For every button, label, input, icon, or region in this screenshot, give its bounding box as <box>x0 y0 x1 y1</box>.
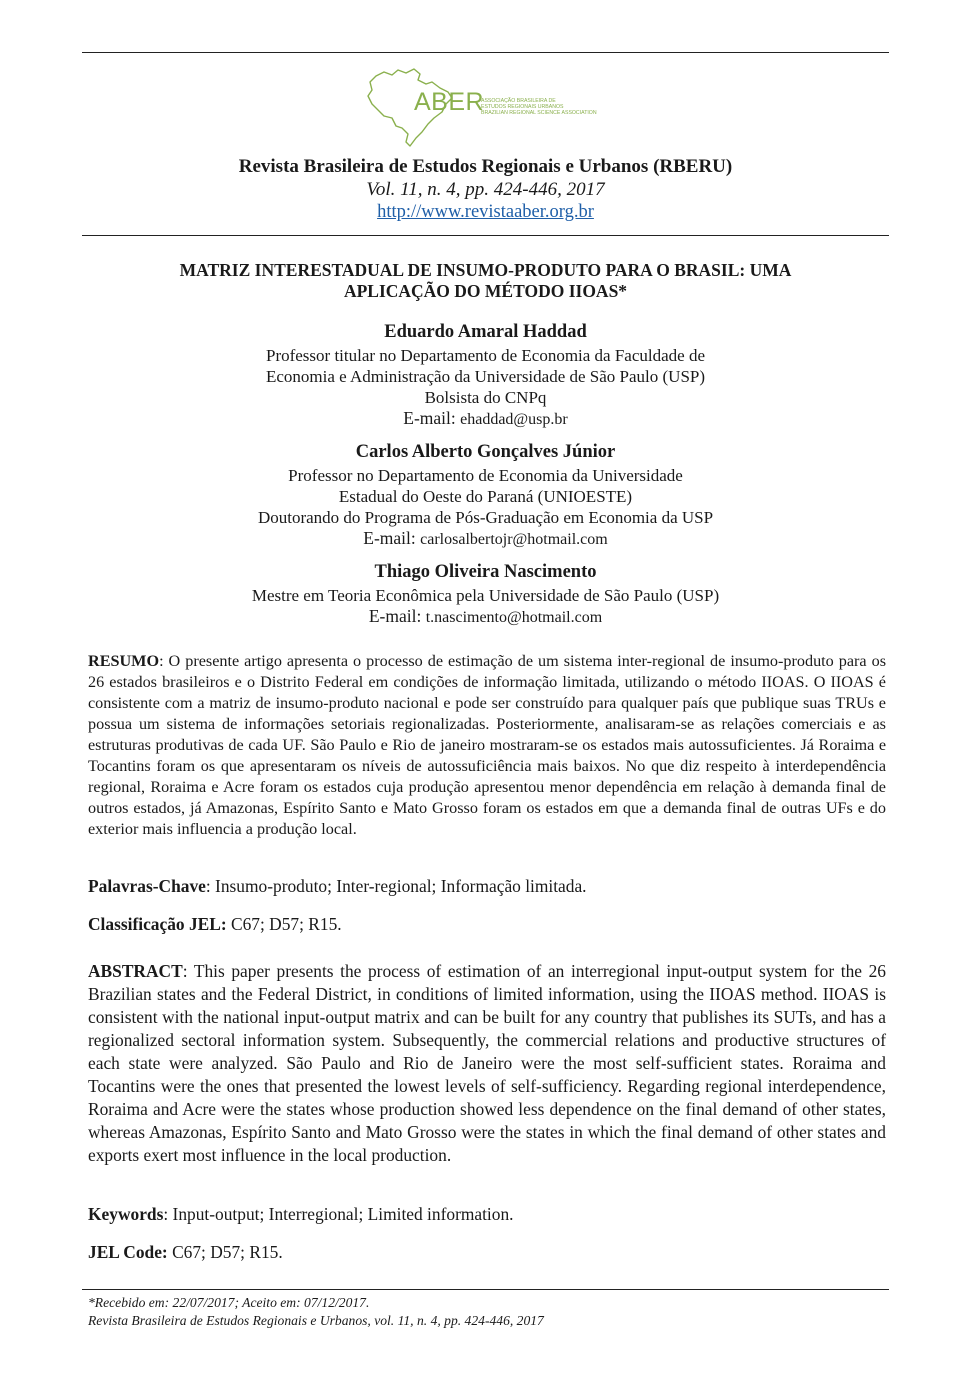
top-rule <box>82 52 889 53</box>
jel-code-label: JEL Code: <box>88 1242 168 1262</box>
keywords-text: : Input-output; Interregional; Limited information. <box>163 1204 514 1224</box>
author-affiliation-line: Economia e Administração da Universidade de São Paulo (USP) <box>265 367 706 386</box>
email-address: t.nascimento@hotmail.com <box>425 609 603 626</box>
email-address: ehaddad@usp.br <box>460 411 568 428</box>
footnote-rule <box>82 1289 889 1290</box>
aber-logo <box>362 66 622 150</box>
author-name: Carlos Alberto Gonçalves Júnior <box>355 442 616 462</box>
journal-title: Revista Brasileira de Estudos Regionais e Urbanos (RBERU) <box>238 156 733 177</box>
keywords <box>88 1203 886 1225</box>
classificacao-jel-text: C67; D57; R15. <box>226 914 342 934</box>
journal-volume: Vol. 11, n. 4, pp. 424-446, 2017 <box>366 179 605 200</box>
email-address: carlosalbertojr@hotmail.com <box>420 531 608 548</box>
email-label: E-mail: <box>368 606 422 626</box>
email-label: E-mail: <box>363 528 416 548</box>
jel-code-text: C67; D57; R15. <box>167 1242 283 1262</box>
paper-title <box>82 260 889 302</box>
logo-subtitle-3: BRAZILIAN REGIONAL SCIENCE ASSOCIATION <box>481 110 597 116</box>
logo-subtitle-1: ASSOCIAÇÃO BRASILEIRA DE <box>481 98 556 104</box>
resumo-label: RESUMO <box>88 652 160 670</box>
journal-link[interactable]: http://www.revistaaber.org.br <box>377 202 594 222</box>
author-block-2 <box>82 442 889 549</box>
author-affiliation-line: Estadual do Oeste do Paraná (UNIOESTE) <box>338 487 633 506</box>
footnote-citation: Revista Brasileira de Estudos Regionais e Urbanos, vol. 11, n. 4, pp. 424-446, 2017 <box>88 1313 544 1328</box>
logo-wordmark: ABER <box>414 88 485 116</box>
paper-title-line-1: MATRIZ INTERESTADUAL DE INSUMO-PRODUTO PARA O BRASIL: UMA <box>179 260 792 280</box>
palavras-chave-text: : Insumo-produto; Inter-regional; Informação limitada. <box>205 876 587 896</box>
paper-title-line-2: APLICAÇÃO DO MÉTODO IIOAS* <box>343 281 628 301</box>
palavras-chave <box>88 875 886 897</box>
keywords-label: Keywords <box>88 1204 164 1224</box>
author-name: Thiago Oliveira Nascimento <box>374 562 597 582</box>
email-label: E-mail: <box>403 408 456 428</box>
logo-subtitle-2: ESTUDOS REGIONAIS URBANOS <box>481 104 564 110</box>
author-email <box>82 606 889 627</box>
header-rule <box>82 235 889 236</box>
author-block-1 <box>82 322 889 429</box>
author-name: Eduardo Amaral Haddad <box>384 322 587 342</box>
author-affiliation-line: Bolsista do CNPq <box>424 388 547 407</box>
jel-code <box>88 1241 886 1263</box>
palavras-chave-label: Palavras-Chave <box>88 876 206 896</box>
classificacao-jel-label: Classificação JEL: <box>88 914 227 934</box>
author-block-3 <box>82 562 889 627</box>
abstract-label: ABSTRACT <box>88 961 183 981</box>
abstract-text: : This paper presents the process of estimation of an interregional input-output system for the 26 Brazilian states and the Federal District, in conditions of limited information, using the IIOAS method. IIOAS is consistent with the national input-output matrix and can be built for any country that publishes its SUTs, and has a regionalized sectoral information system. Subsequently, the commercial relations and productive structures of each state were analyzed. São Paulo and Rio de Janeiro were the most self-sufficient states. Roraima and Tocantins were the ones that presented the lowest levels of self-sufficiency. Regarding regional interdependence, Roraima and Acre were the states whose production showed less dependence on the final demand of other states, whereas Amazonas, Espírito Santo and Mato Grosso were the states in which the final demand of other states and exports exert most influence in the local production. <box>88 961 886 1165</box>
author-affiliation-line: Mestre em Teoria Econômica pela Universidade de São Paulo (USP) <box>251 586 720 605</box>
journal-url <box>82 202 889 223</box>
author-affiliation-line: Doutorando do Programa de Pós-Graduação em Economia da USP <box>257 508 714 527</box>
resumo-paragraph <box>88 651 886 840</box>
classificacao-jel <box>88 913 886 935</box>
resumo-text: : O presente artigo apresenta o processo de estimação de um sistema inter-regional de insumo-produto para os 26 estados brasileiros e o Distrito Federal em condições de informação limitada, utilizando o método IIOAS. O IIOAS é consistente com a matriz de insumo-produto nacional e pode ser construído para qualquer país que publique suas TRUs e possua um sistema de informações setoriais regionalizadas. Posteriormente, analisaram-se as relações comerciais e as estruturas produtivas de cada UF. São Paulo e Rio de janeiro mostraram-se os estados mais autossuficientes. Já Roraima e Tocantins foram os que apresentaram os níveis de autossuficiência mais baixos. No que diz respeito à interdependência regional, Roraima e Acre foram os estados cuja produção apresentou menor dependência em relação à demanda final de outros estados, já Amazonas, Espírito Santo e Mato Grosso foram os estados em que a demanda final de outras UFs e do exterior mais influencia a produção local. <box>88 652 886 838</box>
author-email <box>82 528 889 549</box>
abstract-paragraph <box>88 960 886 1167</box>
footnote-received: *Recebido em: 22/07/2017; Aceito em: 07/12/2017. <box>88 1295 370 1310</box>
author-affiliation-line: Professor no Departamento de Economia da Universidade <box>288 466 683 485</box>
author-affiliation-line: Professor titular no Departamento de Economia da Faculdade de <box>265 346 706 365</box>
author-email <box>82 408 889 429</box>
